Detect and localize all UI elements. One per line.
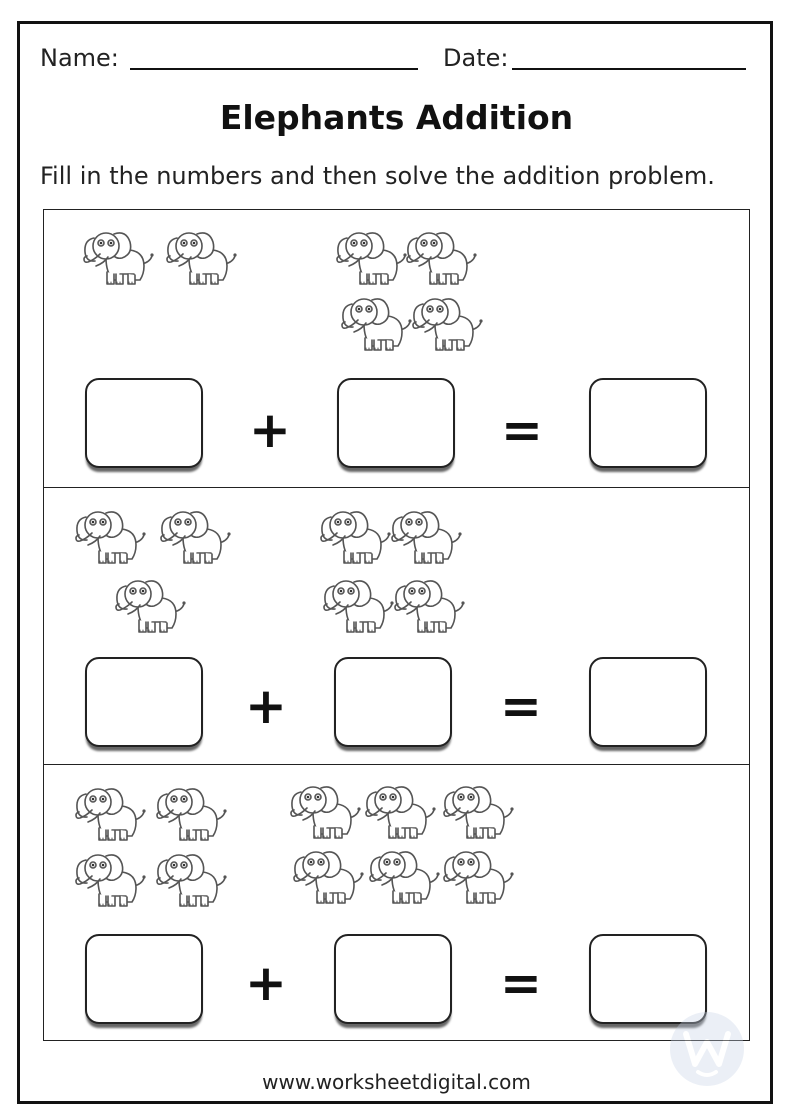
name-label: Name: bbox=[40, 44, 119, 72]
problem-divider bbox=[43, 764, 750, 765]
problem-divider bbox=[43, 487, 750, 488]
elephant-icon bbox=[72, 503, 148, 569]
elephant-icon bbox=[440, 778, 516, 844]
worksheet-title: Elephants Addition bbox=[219, 98, 574, 137]
elephant-icon bbox=[391, 572, 467, 638]
elephant-icon bbox=[153, 780, 229, 846]
elephant-icon bbox=[409, 290, 485, 356]
elephant-icon bbox=[153, 846, 229, 912]
plus-sign: + bbox=[245, 954, 287, 1012]
elephant-icon bbox=[440, 843, 516, 909]
elephant-icon bbox=[163, 224, 239, 290]
elephant-icon bbox=[317, 503, 393, 569]
elephant-icon bbox=[338, 290, 414, 356]
answer-box-sum[interactable] bbox=[589, 378, 707, 468]
elephant-icon bbox=[72, 846, 148, 912]
plus-sign: + bbox=[245, 677, 287, 735]
elephant-icon bbox=[72, 780, 148, 846]
elephant-icon bbox=[403, 224, 479, 290]
elephant-icon bbox=[366, 843, 442, 909]
elephant-icon bbox=[290, 843, 366, 909]
name-field[interactable] bbox=[130, 68, 418, 70]
elephant-icon bbox=[157, 503, 233, 569]
date-label: Date: bbox=[443, 44, 509, 72]
answer-box-addend-2[interactable] bbox=[337, 378, 455, 468]
equals-sign: = bbox=[500, 954, 542, 1012]
elephant-icon bbox=[333, 224, 409, 290]
footer-url: www.worksheetdigital.com bbox=[262, 1070, 531, 1094]
date-field[interactable] bbox=[512, 68, 746, 70]
equals-sign: = bbox=[501, 401, 543, 459]
answer-box-addend-1[interactable] bbox=[85, 657, 203, 747]
elephant-icon bbox=[80, 224, 156, 290]
instructions: Fill in the numbers and then solve the addition problem. bbox=[40, 162, 715, 190]
elephant-icon bbox=[388, 503, 464, 569]
elephant-icon bbox=[287, 778, 363, 844]
plus-sign: + bbox=[249, 401, 291, 459]
elephant-icon bbox=[112, 572, 188, 638]
elephant-icon bbox=[362, 778, 438, 844]
answer-box-addend-1[interactable] bbox=[85, 934, 203, 1024]
answer-box-sum[interactable] bbox=[589, 657, 707, 747]
elephant-icon bbox=[320, 572, 396, 638]
answer-box-addend-1[interactable] bbox=[85, 378, 203, 468]
equals-sign: = bbox=[500, 677, 542, 735]
answer-box-addend-2[interactable] bbox=[334, 657, 452, 747]
answer-box-addend-2[interactable] bbox=[334, 934, 452, 1024]
